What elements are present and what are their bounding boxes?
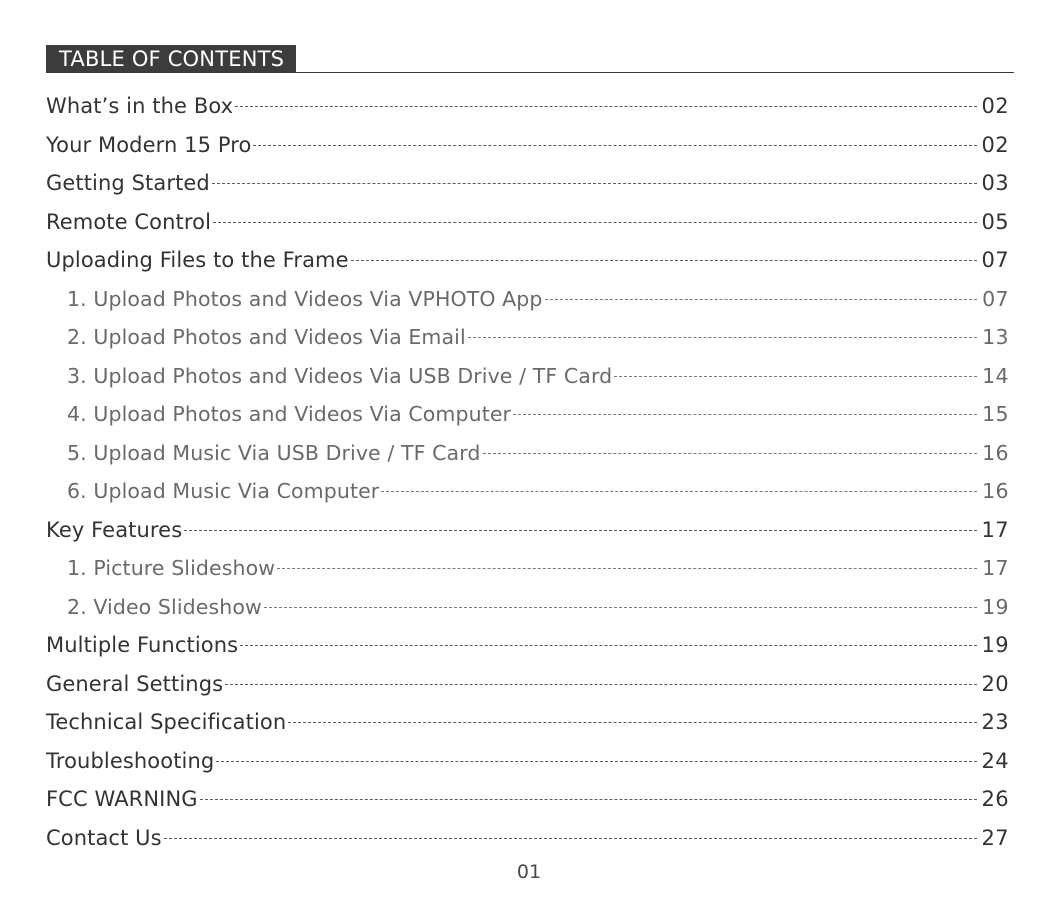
dot-leader [483,453,978,454]
toc-entry-title: Uploading Files to the Frame [46,248,349,272]
toc-entry-page: 20 [981,671,1009,696]
dot-leader [468,337,977,338]
toc-entry[interactable] [46,511,1009,550]
toc-entry-page: 19 [982,594,1009,619]
toc-subentry[interactable] [46,588,1009,627]
toc-entry-title: Getting Started [46,171,210,195]
toc-entry[interactable] [46,164,1009,203]
dot-leader [184,530,977,531]
toc-entry-page: 16 [982,440,1009,465]
toc-entry-title: 2. Video Slideshow [67,594,262,619]
toc-entry-page: 24 [981,748,1009,773]
toc-entry-page: 14 [982,363,1009,388]
toc-entry-title: 6. Upload Music Via Computer [67,479,380,503]
toc-entry-page: 23 [981,710,1009,734]
dot-leader [240,645,977,646]
toc-entry[interactable] [46,703,1009,742]
toc-entry[interactable] [46,241,1009,280]
toc-entry-title: Multiple Functions [46,633,239,657]
toc-subentry[interactable] [46,357,1009,396]
toc-entry-title: 3. Upload Photos and Videos Via USB Drive / TF Card [67,363,613,388]
dot-leader [216,761,977,762]
dot-leader [225,684,977,685]
toc-entry-page: 02 [981,94,1009,118]
toc-entry-page: 02 [981,132,1009,157]
toc-entry-title: Key Features [46,517,183,542]
dot-leader [200,799,977,800]
toc-entry[interactable] [46,819,1009,858]
toc-subentry[interactable] [46,472,1009,511]
toc-entry[interactable] [46,780,1009,819]
dot-leader [381,491,977,492]
toc-entry-page: 05 [981,209,1009,234]
toc-entry-page: 17 [981,517,1009,542]
toc-entry-page: 17 [982,556,1009,580]
toc-subentry[interactable] [46,280,1009,319]
toc-entry-page: 07 [982,286,1009,311]
toc-entry-title: FCC WARNING [46,787,198,811]
dot-leader [614,376,977,377]
toc-entry-page: 19 [981,633,1009,657]
toc-entry[interactable] [46,87,1009,126]
toc-entry-title: 5. Upload Music Via USB Drive / TF Card [67,440,481,465]
dot-leader [288,722,977,723]
toc-entry-title: 4. Upload Photos and Videos Via Computer [67,402,512,426]
toc-entry-page: 15 [982,402,1009,426]
dot-leader [277,568,977,569]
table-of-contents [46,87,1009,857]
toc-entry-title: Your Modern 15 Pro [46,132,252,157]
toc-subentry[interactable] [46,395,1009,434]
toc-subentry[interactable] [46,434,1009,473]
toc-entry[interactable] [46,203,1009,242]
toc-entry-title: 2. Upload Photos and Videos Via Email [67,325,466,349]
toc-subentry[interactable] [46,549,1009,588]
dot-leader [545,299,977,300]
toc-entry-title: Troubleshooting [46,748,215,773]
toc-entry-page: 16 [982,479,1009,503]
page-number: 01 [516,861,542,883]
dot-leader [164,838,977,839]
toc-subentry[interactable] [46,318,1009,357]
toc-entry[interactable] [46,665,1009,704]
toc-entry-title: 1. Picture Slideshow [67,556,276,580]
toc-entry[interactable] [46,626,1009,665]
dot-leader [253,145,977,146]
toc-entry-title: Remote Control [46,209,212,234]
toc-entry-title: Contact Us [46,825,162,850]
toc-entry-page: 26 [981,787,1009,811]
dot-leader [213,222,977,223]
dot-leader [513,414,977,415]
toc-entry[interactable] [46,126,1009,165]
dot-leader [235,106,977,107]
page-title: TABLE OF CONTENTS [46,45,296,72]
toc-entry-page: 27 [981,825,1009,850]
dot-leader [212,183,977,184]
toc-entry-page: 03 [981,171,1009,195]
heading-rule [46,45,1014,73]
toc-entry-page: 07 [981,248,1009,272]
toc-entry-title: Technical Specification [46,710,287,734]
toc-entry-title: General Settings [46,671,224,696]
dot-leader [351,260,977,261]
toc-entry-title: 1. Upload Photos and Videos Via VPHOTO App [67,286,543,311]
toc-entry[interactable] [46,742,1009,781]
toc-entry-page: 13 [982,325,1009,349]
toc-entry-title: What’s in the Box [46,94,234,118]
dot-leader [264,607,977,608]
